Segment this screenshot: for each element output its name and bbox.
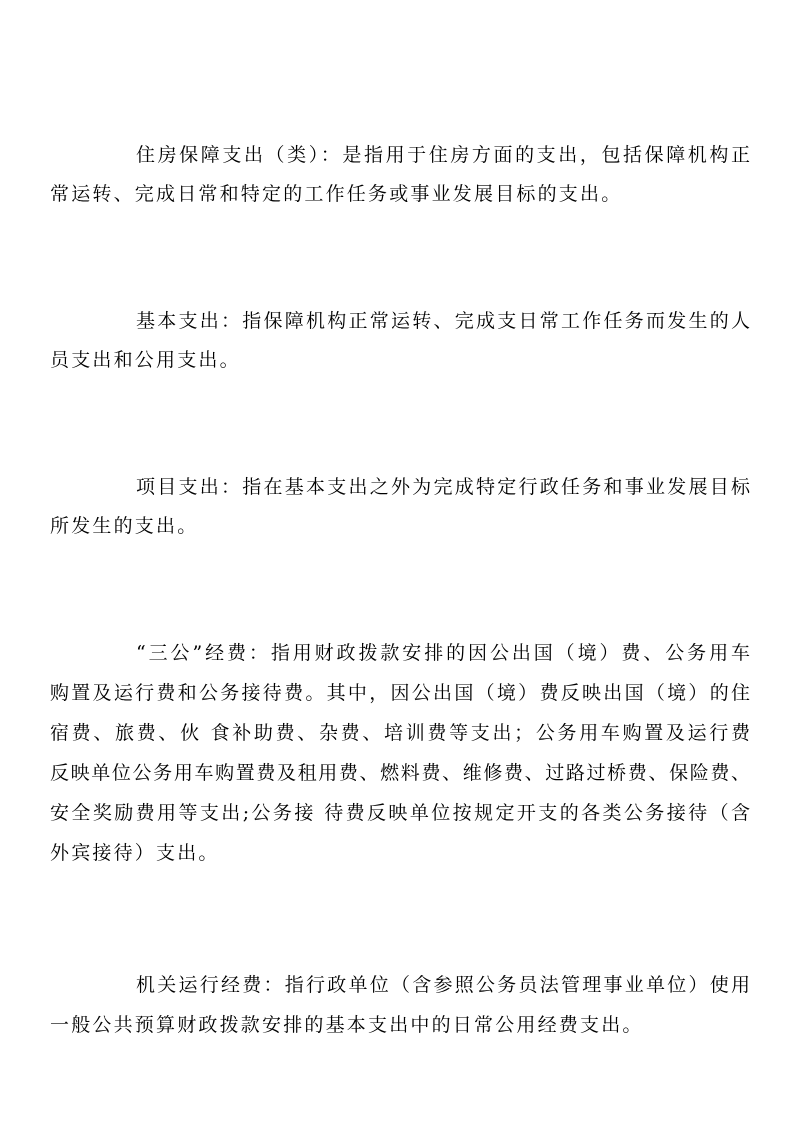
text-line: 外宾接待）支出。 xyxy=(50,842,220,864)
text-line: 购置及运行费和公务接待费。其中，因公出国（境）费反映出国（境）的住 xyxy=(50,682,750,704)
text-line: 反映单位公务用车购置费及租用费、燃料费、维修费、过路过桥费、保险费、 xyxy=(50,762,750,784)
text-line: 住房保障支出（类）：是指用于住房方面的支出，包括保障机构正 xyxy=(136,144,750,166)
text-line: 所发生的支出。 xyxy=(50,515,199,537)
text-line: 安全奖励费用等支出;公务接 待费反映单位按规定开支的各类公务接待（含 xyxy=(50,802,750,824)
text-line: 机关运行经费：指行政单位（含参照公务员法管理事业单位）使用 xyxy=(136,974,750,996)
text-line: 员支出和公用支出。 xyxy=(50,349,241,371)
text-line: 项目支出：指在基本支出之外为完成特定行政任务和事业发展目标 xyxy=(136,476,750,498)
text-line: 宿费、旅费、伙 食补助费、杂费、培训费等支出；公务用车购置及运行费 xyxy=(50,722,750,744)
text-line: 常运转、完成日常和特定的工作任务或事业发展目标的支出。 xyxy=(50,183,623,205)
text-line: 一般公共预算财政拨款安排的基本支出中的日常公用经费支出。 xyxy=(50,1014,644,1036)
text-line: “三公”经费：指用财政拨款安排的因公出国（境）费、公务用车 xyxy=(136,642,750,664)
text-line: 基本支出：指保障机构正常运转、完成支日常工作任务而发生的人 xyxy=(136,310,750,332)
